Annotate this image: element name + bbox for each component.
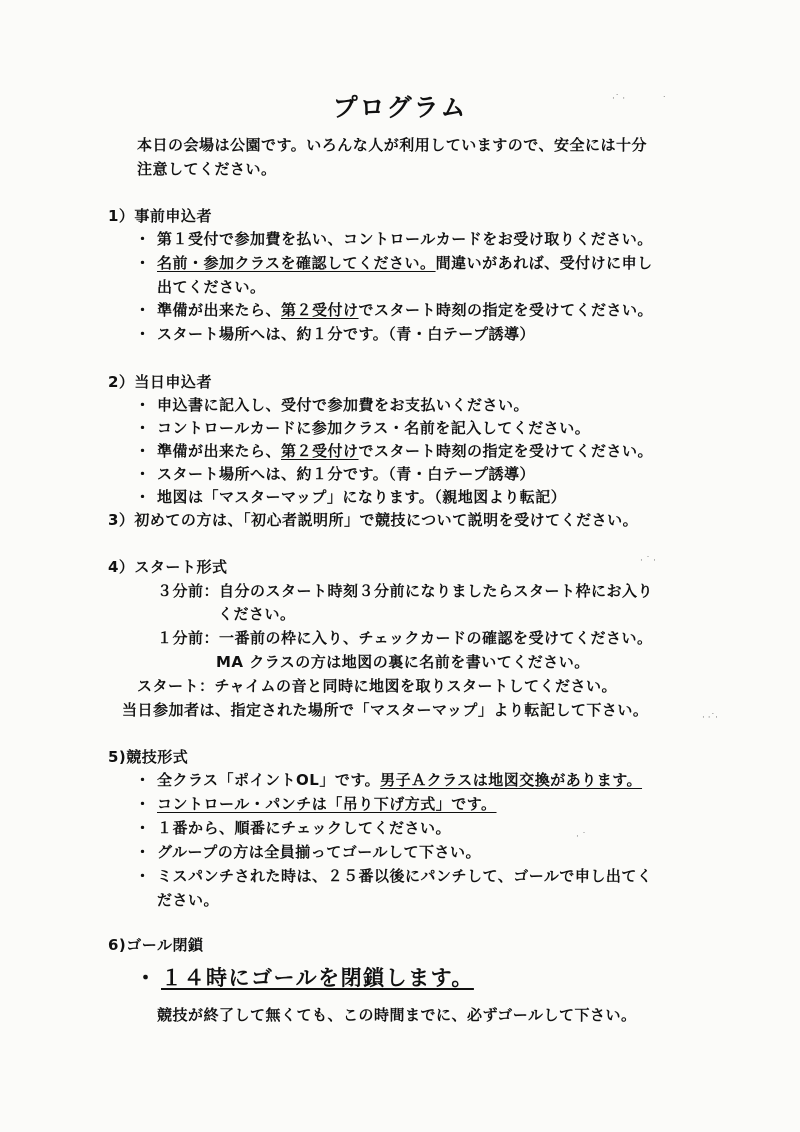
bullet-mark: ・	[135, 465, 151, 483]
section-3-text: 3）初めての方は、「初心者説明所」で競技について説明を受けてください。	[108, 511, 639, 529]
s5-item-1-underlined: 男子Ａクラスは地図交換があります。	[380, 771, 643, 789]
s1-item-2-rest: 間違いがあれば、受付けに申し	[435, 254, 653, 272]
s2-item-4-text: スタート場所へは、約１分です。（青・白テープ誘導）	[157, 465, 536, 483]
s1-item-3-underlined: 第２受付け	[281, 301, 359, 319]
section-2-heading: 2）当日申込者	[108, 373, 212, 391]
bullet-mark: ・	[135, 325, 151, 343]
scan-speck: · ˙	[576, 832, 587, 842]
s2-item-3-post: でスタート時刻の指定を受けてください。	[358, 442, 654, 460]
bullet-mark: ・	[135, 965, 158, 990]
intro-line-1: 本日の会場は公園です。いろんな人が利用していますので、安全には十分	[137, 136, 648, 154]
s2-item-3-underlined: 第２受付け	[281, 442, 359, 460]
s4-line-1: ３分前：自分のスタート時刻３分前になりましたらスタート枠にお入り	[157, 582, 654, 600]
s5-item-3-text: １番から、順番にチェックしてください。	[157, 819, 452, 837]
bullet-mark: ・	[135, 254, 151, 272]
s1-item-2-continuation: 出てください。	[157, 278, 266, 296]
s2-item-2-text: コントロールカードに参加クラス・名前を記入してください。	[157, 419, 591, 437]
s2-item-4	[135, 464, 535, 484]
s2-item-5	[135, 487, 566, 507]
s1-item-2	[135, 253, 653, 273]
intro-line-2: 注意してください。	[137, 160, 277, 178]
s4-line-2: １分前：一番前の枠に入り、チェックカードの確認を受けてください。	[157, 629, 653, 647]
s5-item-5-continuation: ださい。	[157, 891, 220, 909]
section-5-heading: 5)競技形式	[108, 748, 189, 766]
s1-item-3-pre: 準備が出来たら、	[157, 301, 282, 319]
s5-item-3	[135, 818, 451, 838]
bullet-mark: ・	[135, 771, 151, 789]
bullet-mark: ・	[135, 301, 151, 319]
bullet-mark: ・	[135, 795, 151, 813]
s4-line-2-continuation: MA クラスの方は地図の裏に名前を書いてください。	[216, 653, 590, 671]
s2-item-3-pre: 準備が出来たら、	[157, 442, 282, 460]
s2-item-1-text: 申込書に記入し、受付で参加費をお支払いください。	[157, 396, 530, 414]
scan-speck: · ·˙·	[702, 713, 718, 723]
s4-line-4: 当日参加者は、指定された場所で「マスターマップ」より転記して下さい。	[122, 701, 649, 719]
s2-item-3	[135, 441, 653, 461]
section-1-heading: 1）事前申込者	[108, 207, 212, 225]
s1-item-4	[135, 324, 535, 344]
s1-item-4-text: スタート場所へは、約１分です。（青・白テープ誘導）	[157, 325, 536, 343]
bullet-mark: ・	[135, 488, 151, 506]
bullet-mark: ・	[135, 419, 151, 437]
s4-line-1-continuation: ください。	[218, 605, 296, 623]
s2-item-2	[135, 418, 590, 438]
scan-speck: · ˙ ·	[640, 556, 656, 566]
section-6-heading: 6)ゴール閉鎖	[108, 936, 204, 954]
s6-note: 競技が終了して無くても、この時間までに、必ずゴールして下さい。	[157, 1006, 637, 1024]
s1-item-3	[135, 300, 653, 320]
s1-item-3-post: でスタート時刻の指定を受けてください。	[358, 301, 654, 319]
scan-speck: ·˙ ·	[612, 94, 626, 104]
s5-item-4	[135, 842, 481, 862]
s2-item-1	[135, 395, 529, 415]
section-4-heading: 4）スタート形式	[108, 558, 228, 576]
bullet-mark: ・	[135, 843, 151, 861]
s5-item-2-underlined: コントロール・パンチは「吊り下げ方式」です。	[157, 795, 497, 813]
s4-line-3: スタート：チャイムの音と同時に地図を取りスタートしてください。	[137, 677, 618, 695]
s1-item-1	[135, 229, 653, 249]
bullet-mark: ・	[135, 230, 151, 248]
s5-item-5-text: ミスパンチされた時は、２５番以後にパンチして、ゴールで申し出てく	[157, 867, 653, 885]
s2-item-5-text: 地図は「マスターマップ」になります。（親地図より転記）	[157, 488, 567, 506]
s6-item-big	[135, 964, 474, 992]
bullet-mark: ・	[135, 442, 151, 460]
scan-speck: ˙	[662, 96, 667, 106]
s5-item-2	[135, 794, 497, 814]
s1-item-1-text: 第１受付で参加費を払い、コントロールカードをお受け取りください。	[157, 230, 653, 248]
bullet-mark: ・	[135, 819, 151, 837]
s5-item-4-text: グループの方は全員揃ってゴールして下さい。	[157, 843, 482, 861]
s5-item-1-pre: 全クラス「ポイントOL」です。	[157, 771, 381, 789]
s5-item-5	[135, 866, 652, 886]
bullet-mark: ・	[135, 867, 151, 885]
s5-item-1	[135, 770, 642, 790]
page-title: プログラム	[332, 93, 468, 122]
bullet-mark: ・	[135, 396, 151, 414]
s1-item-2-underlined: 名前・参加クラスを確認してください。	[157, 254, 436, 272]
s6-item-big-underlined: １４時にゴールを閉鎖します。	[161, 965, 474, 990]
